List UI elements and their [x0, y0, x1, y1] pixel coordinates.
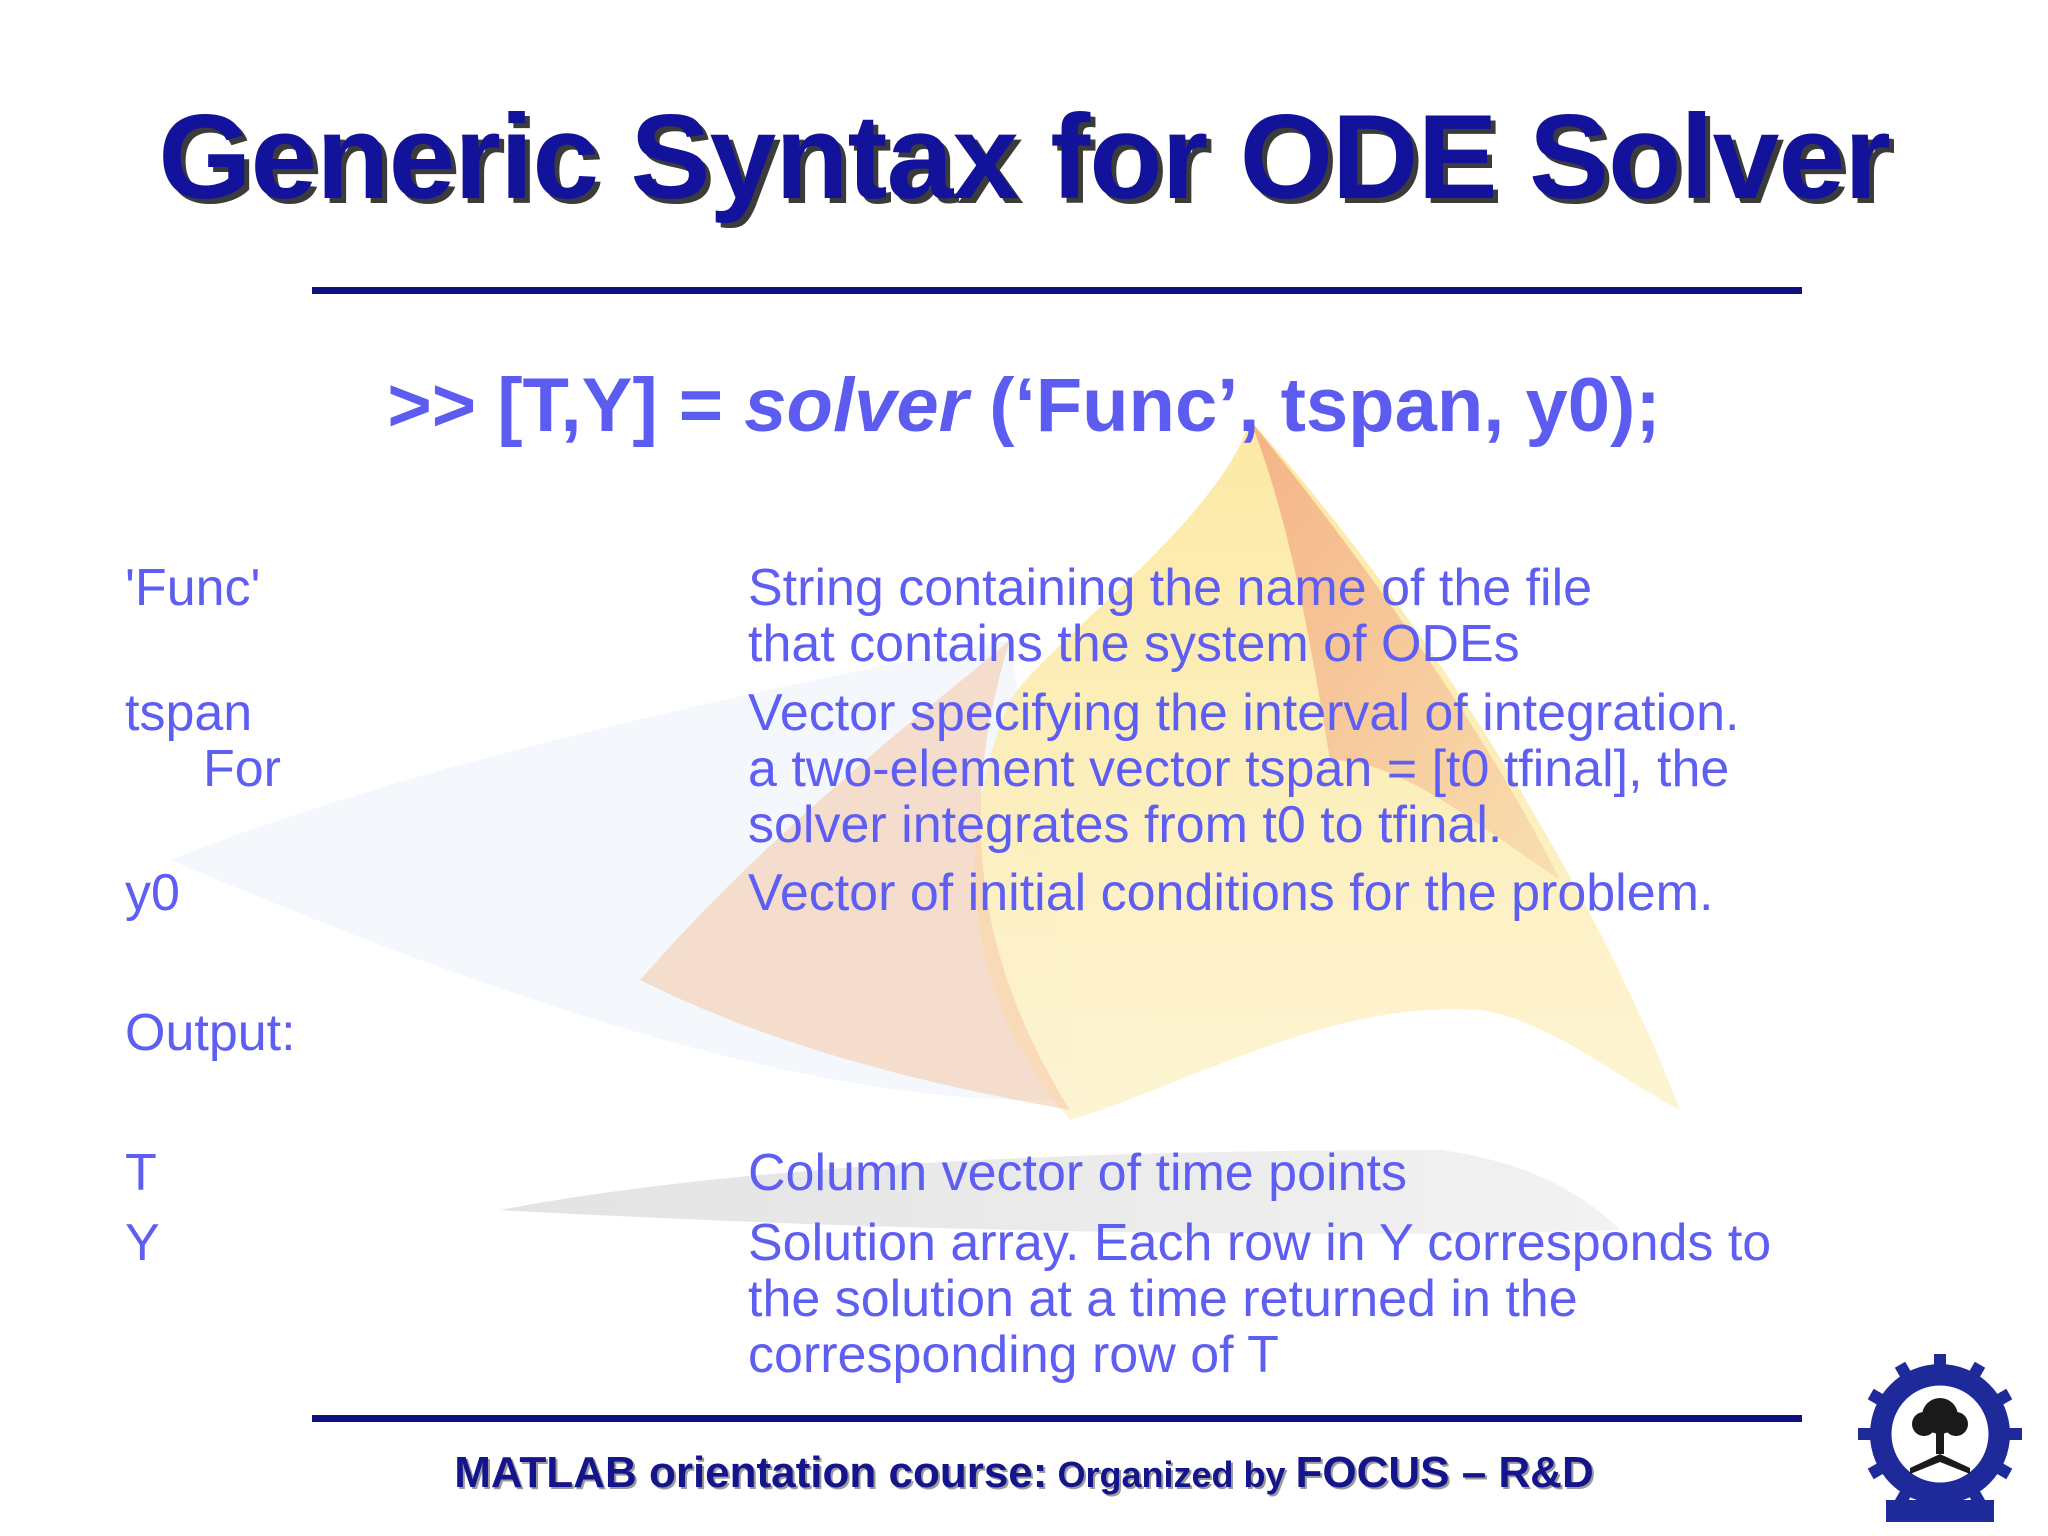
- param-desc-func: [748, 560, 2008, 672]
- syntax-solver: solver: [744, 363, 969, 448]
- iit-kharagpur-emblem-icon: [1850, 1350, 2030, 1530]
- desc-line: Solution array. Each row in Y corresponds to: [748, 1214, 1772, 1272]
- output-heading: Output:: [125, 1004, 296, 1062]
- desc-line: the solution at a time returned in the: [748, 1270, 1578, 1328]
- desc-line: Vector of initial conditions for the problem.: [748, 864, 1714, 922]
- param-name-tspan: [125, 685, 281, 797]
- footer-course: MATLAB orientation course:: [454, 1448, 1048, 1497]
- desc-line: that contains the system of ODEs: [748, 615, 1520, 673]
- output-desc-y: [748, 1215, 2008, 1383]
- syntax-prefix: >> [T,Y] =: [387, 363, 745, 448]
- output-name-y: Y: [125, 1214, 160, 1272]
- param-name-tspan-for: For: [203, 740, 281, 798]
- param-name-y0: y0: [125, 864, 180, 922]
- param-desc-y0: [748, 865, 2008, 921]
- desc-line: a two-element vector tspan = [t0 tfinal], the: [748, 740, 1730, 798]
- top-divider: [312, 287, 1802, 294]
- desc-line: Vector specifying the interval of integration.: [748, 684, 1740, 742]
- syntax-args: (‘Func’, tspan, y0);: [968, 363, 1661, 448]
- param-desc-tspan: [748, 685, 2008, 853]
- bottom-divider: [312, 1415, 1802, 1422]
- param-name-func: 'Func': [125, 559, 261, 617]
- footer-org: FOCUS – R&D: [1295, 1448, 1594, 1497]
- desc-line: corresponding row of T: [748, 1326, 1279, 1384]
- footer-organized: Organized by: [1047, 1454, 1296, 1495]
- footer: [0, 1448, 2048, 1498]
- output-name-t: T: [125, 1144, 157, 1202]
- slide-title: Generic Syntax for ODE Solver: [158, 90, 1890, 224]
- output-desc-t: [748, 1145, 2008, 1201]
- param-name-tspan-label: tspan: [125, 684, 253, 742]
- solver-syntax: [0, 362, 2048, 449]
- desc-line: solver integrates from t0 to tfinal.: [748, 796, 1503, 854]
- desc-line: Column vector of time points: [748, 1144, 1407, 1202]
- desc-line: String containing the name of the file: [748, 559, 1593, 617]
